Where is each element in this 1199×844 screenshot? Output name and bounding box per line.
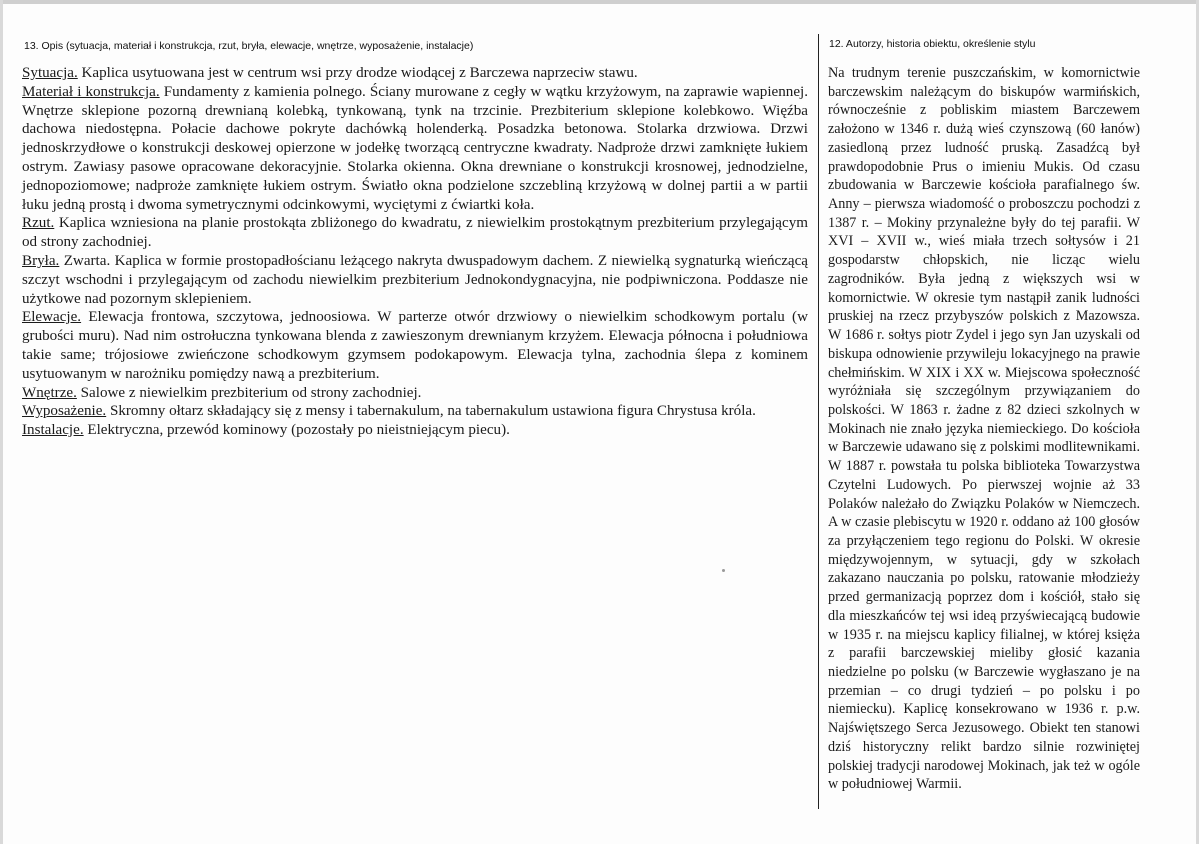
section-12-header: 12. Autorzy, historia obiektu, określenie stylu [829,38,1036,50]
paragraph-instalacje [22,421,808,440]
description-column [22,64,808,440]
column-divider [818,34,819,809]
paragraph-sytuacja [22,64,808,83]
text-bryla: Zwarta. Kaplica w formie prostopadłościanu leżącego nakryta dwuspadowym dachem. Z niewielką sygnaturką wieńczącą szczyt wschodni i przylegającym od zachodu niewielkim prezbiterium Jednokondygnacyjna, nie podpiwniczona. Poddasze nie użytkowe nad pozornym sklepieniem. [22,252,808,307]
section-13-header: 13. Opis (sytuacja, materiał i konstrukcja, rzut, bryła, elewacje, wnętrze, wyposażenie, instalacje) [24,40,474,52]
history-column [828,64,1140,806]
paragraph-wnetrze [22,384,808,403]
label-rzut: Rzut. [22,215,55,232]
label-wnetrze: Wnętrze. [22,384,77,401]
text-material: Fundamenty z kamienia polnego. Ściany murowane z cegły w wątku krzyżowym, na zaprawie wapiennej. Wnętrze sklepione pozorną drewnianą kolebką, tynkowaną, tynk na trzcinie. Prezbiterium sklepione kolebkowo. Więźba dachowa niedostępna. Połacie dachowe pokryte dachówką holenderką. Posadzka betonowa. Stolarka drzwiowa. Drzwi jednoskrzydłowe o konstrukcji deskowej opierzone w jodełkę tworzącą centryczne kwadraty. Nadproże drzwi zamknięte łukiem ostrym. Zawiasy pasowe opracowane dekoracyjnie. Stolarka okienna. Okna drewniane o konstrukcji krosnowej, jednodzielne, jednopoziomowe; nadproże zamknięte łukiem ostrym. Światło okna podzielone szczebliną krzyżową w dolnej partii a w partii łuku jedną prostą i dwoma symetrycznymi odcinkowymi, wyciętymi z ćwiartki koła. [22,83,808,213]
scan-edge-left [0,0,3,844]
label-bryla: Bryła. [22,252,60,269]
text-sytuacja: Kaplica usytuowana jest w centrum wsi przy drodze wiodącej z Barczewa naprzeciw stawu. [77,65,638,81]
paragraph-material [22,83,808,215]
paragraph-wyposazenie [22,402,808,421]
label-elewacje: Elewacje. [22,309,82,326]
label-sytuacja: Sytuacja. [22,65,78,81]
text-rzut: Kaplica wzniesiona na planie prostokąta zbliżonego do kwadratu, z niewielkim prostokątnym prezbiterium przylegającym od strony zachodniej. [22,215,808,251]
text-elewacje: Elewacja frontowa, szczytowa, jednoosiowa. W parterze otwór drzwiowy o niewielkim schodkowym portalu (w grubości muru). Nad nim ostrołuczna tynkowana blenda z zawieszonym drewnianym krzyżem. Elewacja północna i południowa takie same; trójosiowe zwieńczone schodkowym gzymsem podokapowym. Elewacja tylna, zachodnia ślepa z kominem usytuowanym w narożniku pomiędzy nawą a prezbiterium. [22,309,808,382]
paragraph-rzut [22,214,808,252]
paragraph-elewacje [22,308,808,383]
text-wyposazenie: Skromny ołtarz składający się z mensy i tabernakulum, na tabernakulum ustawiona figura Chrystusa króla. [106,403,756,420]
scan-edge-top [0,0,1199,4]
paragraph-bryla [22,252,808,308]
history-text: Na trudnym terenie puszczańskim, w komornictwie barczewskim należącym do biskupów warmińskich, równocześnie z pobliskim miastem Barczewem założono w 1346 r. dużą wieś czynszową (60 łanów) zasiedloną przez ludność pruską. Zasadźcą był prawdopodobnie Prus o imieniu Mukis. Od czasu zbudowania w Barczewie kościoła parafialnego św. Anny – pierwsza wiadomość o proboszczu pochodzi z 1387 r. – Mokiny przynależne były do tej parafii. W XVI – XVII w., wieś miała trzech sołtysów i 21 gospodarstw chłopskich, nie licząc wielu zagrodników. Była jedną z większych wsi w komornictwie. W okresie tym nastąpił zanik ludności pruskiej na rzecz przybyszów polskich z Mazowsza. W 1686 r. sołtys piotr Zydel i jego syn Jan uzyskali od biskupa odnowienie przywileju lokacyjnego na prawie chełmińskim. W XIX i XX w. Miejscowa społeczność wyróżniała się szczególnym przywiązaniem do polskości. W 1863 r. żadne z 82 dzieci szkolnych w Mokinach nie znało języka niemieckiego. Do kościoła w Barczewie udawano się z polskimi modlitewnikami. W 1887 r. powstała tu polska biblioteka Towarzystwa Czytelni Ludowych. Po pierwszej wojnie aż 33 Polaków należało do Związku Polaków w Niemczech. A w czasie plebiscytu w 1920 r. oddano aż 100 głosów za przyłączeniem tego regionu do Polski. W okresie międzywojennym, w sytuacji, gdy w szkołach zakazano nauczania po polsku, ratowanie młodzieży przed germanizacją poprzez dom i kościół, stało się dla mieszkańców tej wsi ideą przyświecającą budowie w 1935 r. na miejscu kaplicy filialnej, w której księża z parafii barczewskiej mieliby głosić kazania niedzielne po polsku (w Barczewie wygłaszano je na przemian – co drugi tydzień – po polsku i po niemiecku). Kaplicę konsekrowano w 1936 r. p.w. Najświętszego Serca Jezusowego. Obiekt ten stanowi dziś historyczny relikt bardzo silnie rozwiniętej polskiej tradycji narodowej Mokinach, jak też w ogóle w południowej Warmii. [828,65,1140,793]
label-material: Materiał i konstrukcja. [22,83,160,100]
label-wyposazenie: Wyposażenie. [22,403,107,420]
label-instalacje: Instalacje. [22,422,84,439]
text-wnetrze: Salowe z niewielkim prezbiterium od strony zachodniej. [76,384,422,401]
text-instalacje: Elektryczna, przewód kominowy (pozostały po nieistniejącym piecu). [83,422,510,439]
scan-speck [722,569,725,572]
